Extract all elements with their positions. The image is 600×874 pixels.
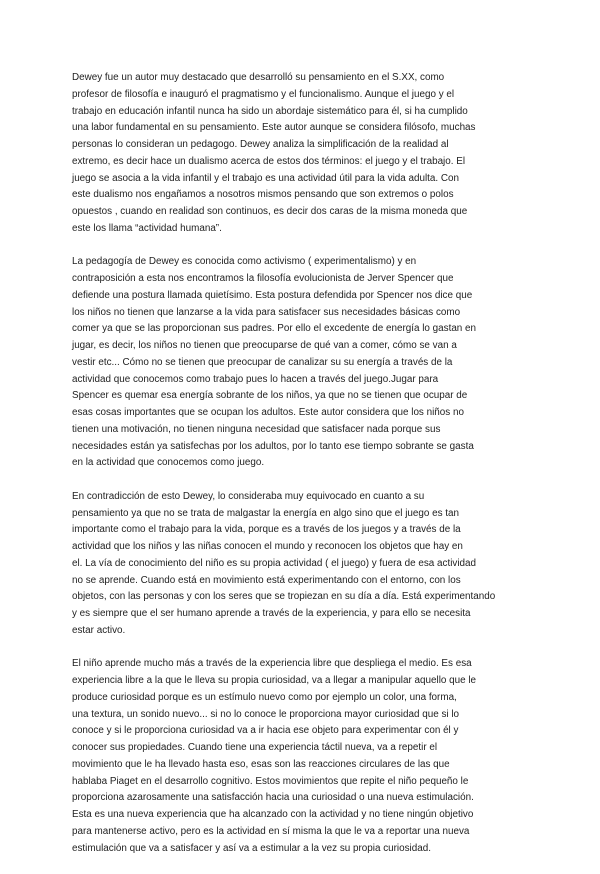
text-line: hablaba Piaget en el desarrollo cognitivo. Estos movimientos que repite el niño pequeño le [72,775,469,787]
text-line: pensamiento ya que no se trata de malgastar la energía en algo sino que el juego es tan [72,507,460,519]
text-line: una labor fundamental en su pensamiento. Este autor aunque se considera filósofo, muchas [72,122,476,134]
text-line: El niño aprende mucho más a través de la experiencia libre que despliega el medio. Es esa [72,658,472,670]
text-line: Esta es una nueva experiencia que ha alcanzado con la actividad y no tiene ningún objetivo [72,809,474,820]
text-line: no se aprende. Cuando está en movimiento está experimentando con el entorno, con los [72,574,461,586]
text-line: en la actividad que conocemos como juego. [72,457,265,469]
text-line: Dewey fue un autor muy destacado que desarrolló su pensamiento en el S.XX, como [72,72,445,83]
paragraph [72,656,528,857]
text-line: conoce y si le proporciona curiosidad va a ir hacia ese objeto para experimentar con él y [72,725,459,737]
text-line: produce curiosidad porque es un estímulo nuevo como por ejemplo un color, una forma, [72,691,457,703]
text-line: proporciona azarosamente una satisfacción hacia una curiosidad o una nueva estimulación. [72,792,474,804]
paragraph [72,254,528,472]
text-line: una textura, un sonido nuevo... si no lo conoce le proporciona mayor curiosidad que si lo [72,708,460,720]
text-line: y es siempre que el ser humano aprende a través de la experiencia, y para ello se necesita [72,608,471,619]
text-line: actividad que los niños y las niñas conocen el mundo y reconocen los objetos que hay en [72,541,463,552]
text-line: extremo, es decir hace un dualismo acerca de estos dos términos: el juego y el trabajo. El [72,155,466,167]
text-line: tienen una motivación, no tienen ninguna necesidad que satisfacer nada porque sus [72,423,441,435]
text-line: experiencia libre a la que le lleva su propia curiosidad, va a llegar a manipular aquello que le [72,675,477,686]
text-line: este los llama “actividad humana”. [72,222,222,234]
text-line: actividad que conocemos como trabajo pues lo hacen a través del juego.Jugar para [72,373,439,385]
document-body [72,70,528,874]
text-line: estimulación que va a satisfacer y así va a estimular a la vez su propia curiosidad. [72,842,431,854]
text-line: profesor de filosofía e inauguró el pragmatismo y el funcionalismo. Aunque el juego y el [72,88,455,100]
text-line: trabajo en educación infantil nunca ha sido un abordaje sistemático para él, si ha cumplido [72,105,468,117]
text-line: los niños no tienen que lanzarse a la vida para satisfacer sus necesidades básicas como [72,306,461,318]
text-line: movimiento que le ha llevado hasta eso, esas son las reacciones circulares de las que [72,758,450,770]
text-line: vestir etc... Cómo no se tienen que preocupar de canalizar su su energía a través de la [72,356,453,368]
text-line: La pedagogía de Dewey es conocida como activismo ( experimentalismo) y en [72,256,417,268]
text-line: jugar, es decir, los niños no tienen que preocuparse de qué van a comer, cómo se van a [72,340,457,351]
text-line: Spencer es quemar esa energía sobrante de los niños, ya que no se tienen que ocupar de [72,390,468,402]
text-line: juego se asocia a la vida infantil y el trabajo es una actividad útil para la vida adulta. Con [72,172,460,184]
text-line: importante como el trabajo para la vida, porque es a través de los juegos y a través de la [72,524,461,536]
text-line: conocer sus propiedades. Cuando tiene una experiencia táctil nueva, va a repetir el [72,742,438,753]
text-line: En contradicción de esto Dewey, lo consideraba muy equivocado en cuanto a su [72,490,425,502]
text-line: este dualismo nos engañamos a nosotros mismos pensando que son extremos o polos [72,189,454,201]
text-line: el. La vía de conocimiento del niño es su propia actividad ( el juego) y fuera de esa actividad [72,557,477,569]
text-line: defiende una postura llamada quietísimo. Esta postura defendida por Spencer nos dice que [72,289,473,301]
text-line: para mantenerse activo, pero es la actividad en sí misma la que le va a reportar una nueva [72,825,470,837]
text-line: objetos, con las personas y con los seres que se tropiezan en su día a día. Está experimentando [72,591,496,603]
text-line: opuestos , cuando en realidad son continuos, es decir dos caras de la misma moneda que [72,206,468,217]
text-line: esas cosas importantes que se ocupan los adultos. Este autor considera que los niños no [72,407,464,418]
text-line: necesidades están ya satisfechas por los adultos, por lo tanto ese tiempo sobrante se gasta [72,440,474,452]
paragraph [72,70,528,238]
text-line: contraposición a esta nos encontramos la filosofía evolucionista de Jerver Spencer que [72,273,454,284]
text-line: comer ya que se las proporcionan sus padres. Por ello el excedente de energía lo gastan en [72,323,477,335]
text-line: personas lo consideran un pedagogo. Dewey analiza la simplificación de la realidad al [72,139,449,150]
text-line: estar activo. [72,624,126,636]
paragraph [72,489,528,640]
